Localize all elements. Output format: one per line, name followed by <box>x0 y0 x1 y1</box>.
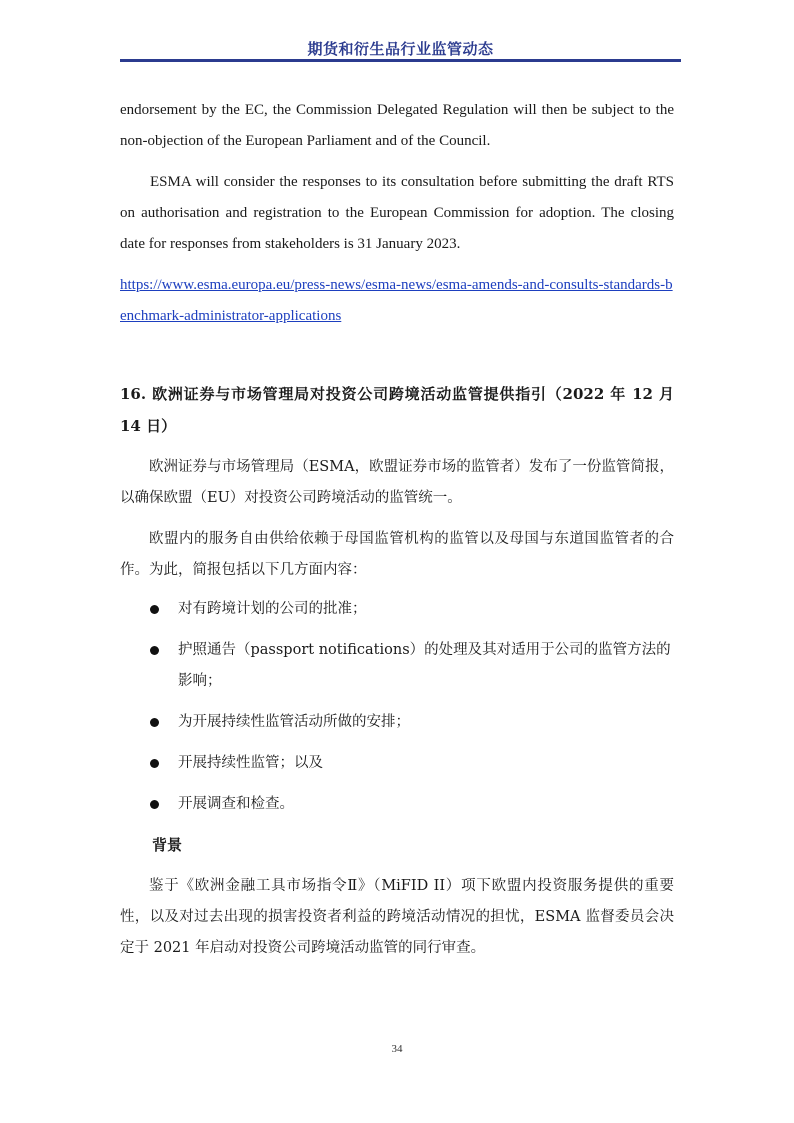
page-number: 34 <box>391 1043 403 1055</box>
paragraph-background: 鉴于《欧洲金融工具市场指令Ⅱ》（MiFID II）项下欧盟内投资服务提供的重要性，以及对过去出现的损害投资者利益的跨境活动情况的担忧，ESMA 监督委员会决定于 2021 年启动对投资公司跨境活动监管的同行审查。 <box>120 878 674 956</box>
list-item: 为开展持续性监管活动所做的安排； <box>120 707 674 738</box>
bullet-icon <box>150 718 159 727</box>
paragraph-intro: 欧洲证券与市场管理局（ESMA，欧盟证券市场的监管者）发布了一份监管简报，以确保欧盟（EU）对投资公司跨境活动的监管统一。 <box>120 459 674 506</box>
paragraph-esma-consultation: ESMA will consider the responses to its consultation before submitting the draft RTS on authorisation and registration to the European Commission for adoption. The closing date for responses from stakeholders is 31 January 2023. <box>120 174 674 252</box>
paragraph-cooperation: 欧盟内的服务自由供给依赖于母国监管机构的监管以及母国与东道国监管者的合作。为此，简报包括以下几方面内容： <box>120 531 674 578</box>
source-link-paragraph <box>120 270 674 332</box>
header-divider <box>120 59 681 62</box>
list-item: 开展持续性监管；以及 <box>120 748 674 779</box>
page-header-title: 期货和衍生品行业监管动态 <box>307 40 494 58</box>
bullet-icon <box>150 759 159 768</box>
bullet-icon <box>150 800 159 809</box>
list-item: 对有跨境计划的公司的批准； <box>120 594 674 625</box>
background-subheading: 背景 <box>152 836 183 854</box>
briefing-contents-list <box>120 594 674 820</box>
list-item: 开展调查和检查。 <box>120 789 674 820</box>
source-link[interactable]: https://www.esma.europa.eu/press-news/esma-news/esma-amends-and-consults-standards-benchmark-administrator-applications <box>120 277 673 324</box>
document-body <box>120 95 674 964</box>
section-heading: 16. 欧洲证券与市场管理局对投资公司跨境活动监管提供指引（2022 年 12 月 14 日） <box>120 385 674 435</box>
paragraph-endorsement: endorsement by the EC, the Commission Delegated Regulation will then be subject to the non-objection of the European Parliament and of the Council. <box>120 102 674 149</box>
bullet-icon <box>150 646 159 655</box>
bullet-icon <box>150 605 159 614</box>
list-item: 护照通告（passport notifications）的处理及其对适用于公司的监管方法的影响； <box>120 635 674 697</box>
